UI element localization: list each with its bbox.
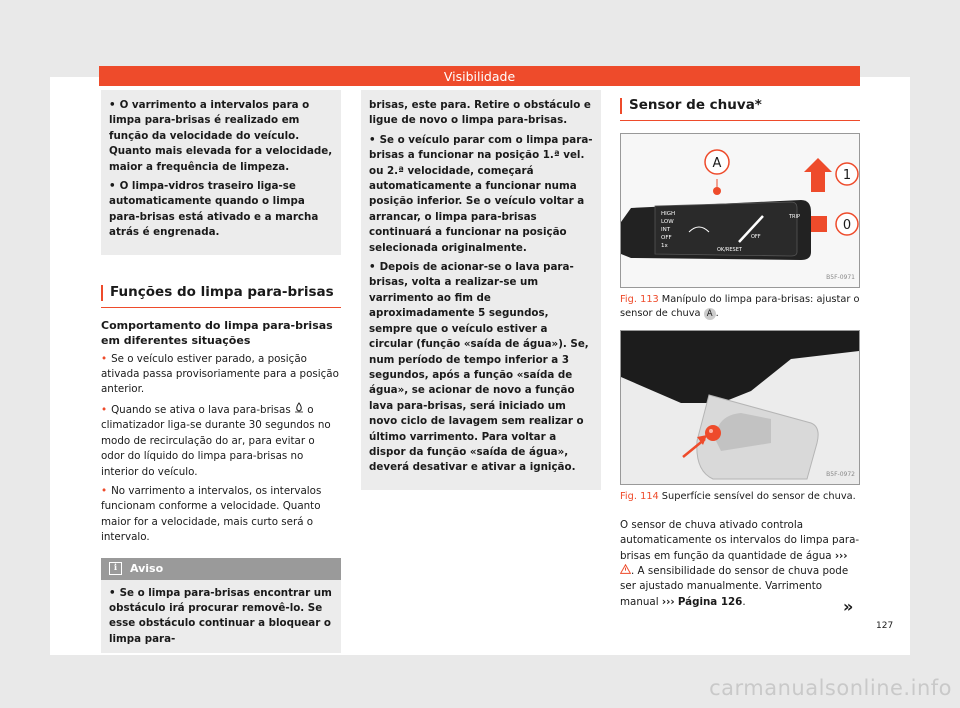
note-item: • Depois de acionar-se o lava para-brisas, volta a realizar-se um varrimento ao fim de aproximadamente 5 segundos, sempre que o veículo estiver a circular (função «saída de água»). Se, num período de tempo inferior a 3 segundos, após a função «saída de água», se acionar de novo a função lava para-brisas, será iniciado um novo ciclo de lavagem sem realizar o último varrimento. Para voltar a dispor da função «saída de água», deverá desativar e ativar a ignição. (369, 260, 593, 476)
figure-caption: Fig. 114 Superfície sensível do sensor de chuva. (620, 491, 856, 503)
washer-icon (294, 404, 304, 416)
stalk-trip-label: TRIP (789, 214, 801, 220)
note-item: • Se o veículo parar com o limpa para-brisas a funcionar na posição 1.ª vel. ou 2.ª velocidade, começará automaticamente a funcionar numa posição inferior. Se o veículo voltar a arrancar, o limpa para-brisas continuará a funcionar na posição selecionada originalmente. (369, 133, 593, 256)
column-right (620, 90, 860, 614)
stalk-label: LOW (661, 219, 674, 225)
position-square-icon (811, 216, 827, 232)
wiper-stalk-illustration (621, 134, 859, 287)
callout-1-label: 1 (842, 168, 852, 183)
column-left (101, 90, 341, 653)
figure-code: B5F-0971 (826, 273, 855, 281)
warning-body (101, 580, 341, 654)
list-item: • No varrimento a intervalos, os intervalos funcionam conforme a velocidade. Quanto maior for a velocidade, mais curto será o intervalo. (101, 484, 341, 546)
note-item: • O limpa-vidros traseiro liga-se automaticamente quando o limpa para-brisas está ativado e a marcha atrás é engrenada. (109, 179, 333, 241)
section-title-wiper-functions: Funções do limpa para-brisas (101, 285, 341, 308)
cross-reference-arrows: ››› (661, 595, 675, 608)
column-middle (361, 90, 601, 490)
section-title-rain-sensor: Sensor de chuva* (620, 98, 860, 121)
warning-header: i Aviso (101, 558, 341, 580)
note-box-continued (361, 90, 601, 490)
note-item: • O varrimento a intervalos para o limpa para-brisas é realizado em função da velocidade do veículo. Quanto mais elevada for a velocidade, maior a frequência de limpeza. (109, 98, 333, 175)
figure-caption: Fig. 113 Manípulo do limpa para-brisas: ajustar o sensor de chuva A . (620, 294, 860, 319)
list-item: • Quando se ativa o lava para-brisas o climatizador liga-se durante 30 segundos no modo de recirculação do ar, para evitar o odor do líquido do limpa para-brisas no interior do veículo. (101, 402, 341, 480)
page-reference-link[interactable]: Página 126 (677, 595, 743, 608)
stalk-label: HIGH (661, 211, 676, 217)
continue-icon: » (843, 597, 854, 616)
stalk-label: INT (661, 227, 671, 233)
rain-sensor-description: O sensor de chuva ativado controla automaticamente os intervalos do limpa para-brisas em função da quantidade de água ››› . A sensibilidade do sensor de chuva pode ser ajustado manualmente. Varrimento manual ››› Página 126. (620, 518, 860, 608)
cross-reference-arrows: ››› (834, 549, 848, 562)
label-a-badge: A (704, 308, 716, 320)
list-item: • Se o veículo estiver parado, a posição ativada passa provisoriamente para a posição anterior. (101, 352, 341, 398)
warning-triangle-icon (620, 565, 631, 577)
subheading: Comportamento do limpa para-brisas em diferentes situações (101, 318, 333, 348)
info-icon: i (109, 562, 122, 575)
chapter-title: Visibilidade (443, 68, 516, 84)
stalk-label: OFF (661, 235, 672, 241)
chapter-header (99, 66, 860, 86)
page-number: 127 (876, 621, 894, 631)
watermark: carmanualsonline.info (709, 676, 952, 700)
note-box (101, 90, 341, 255)
stalk-off-label: OFF (751, 234, 761, 240)
rain-sensor-illustration (621, 331, 859, 484)
figure-code: B5F-0972 (826, 470, 855, 478)
figure-wiper-stalk (620, 133, 860, 288)
callout-0-label: 0 (842, 218, 852, 233)
callout-a-label: A (712, 156, 722, 171)
warning-text: • Se o limpa para-brisas encontrar um obstáculo irá procurar removê-lo. Se esse obstáculo continuar a bloquear o limpa para- (109, 586, 333, 648)
figure-rain-sensor (620, 330, 860, 485)
stalk-label: 1x (661, 243, 668, 249)
stalk-reset-label: OK/RESET (717, 247, 742, 253)
note-item: brisas, este para. Retire o obstáculo e ligue de novo o limpa para-brisas. (369, 99, 591, 127)
